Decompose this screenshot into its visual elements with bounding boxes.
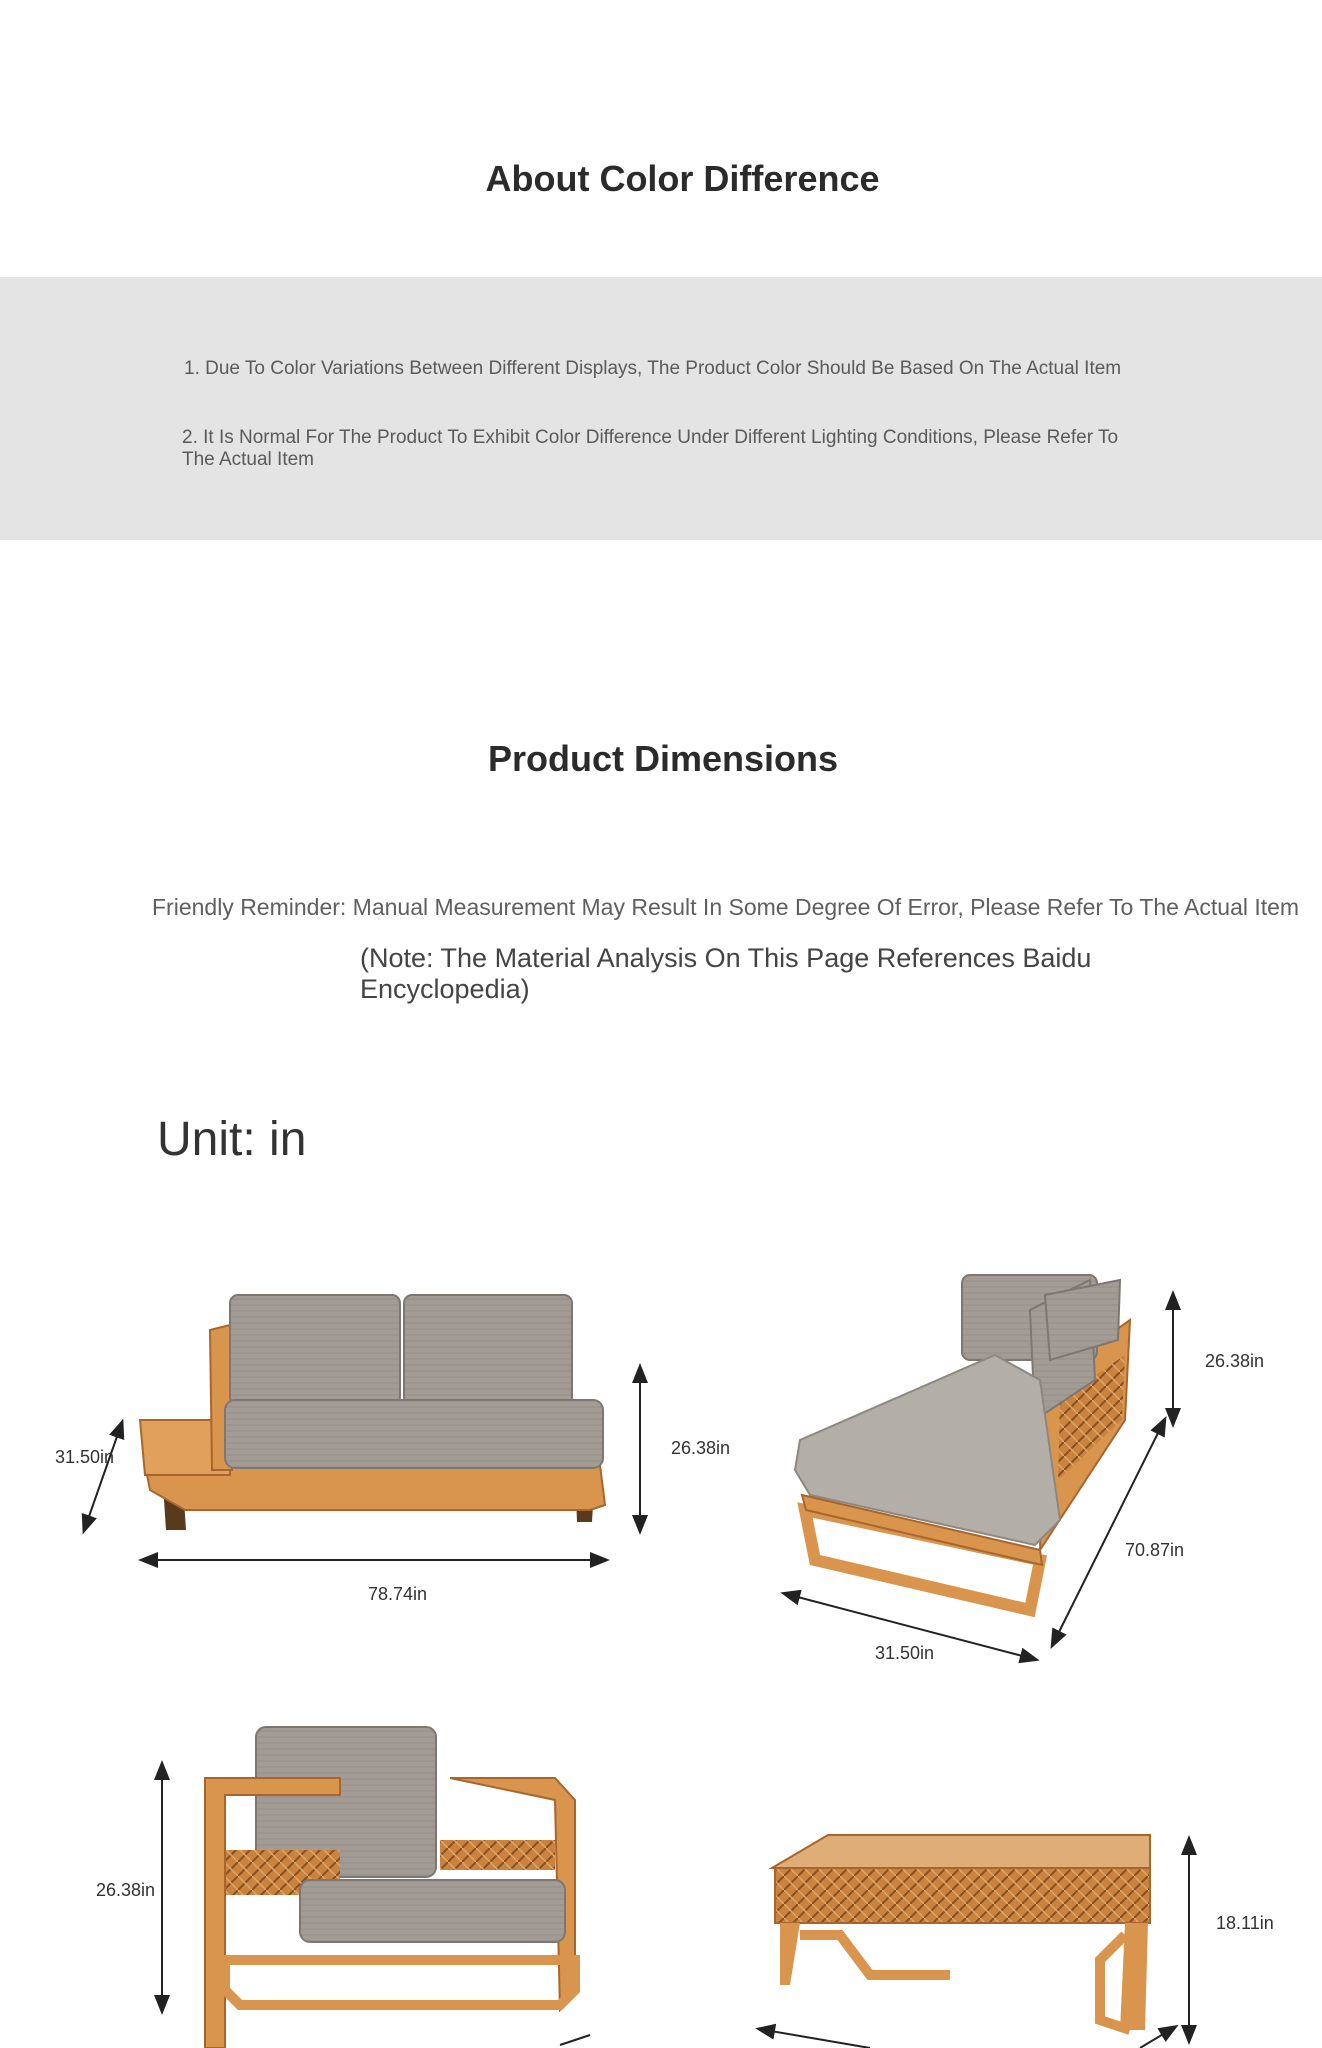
loveseat-depth-label: 31.50in: [55, 1447, 115, 1467]
armchair-height-label: 26.38in: [96, 1880, 156, 1900]
chaise-height-label: 26.38in: [1205, 1351, 1265, 1371]
color-note-2: 2. It Is Normal For The Product To Exhibit Color Difference Under Different Lighting Conditions, Please Refer To The Actual Item: [182, 427, 1119, 470]
chaise-length-label: 70.87in: [1125, 1540, 1185, 1560]
color-note-1: 1. Due To Color Variations Between Different Displays, The Product Color Should Be Based On The Actual Item: [184, 358, 1122, 379]
material-note: (Note: The Material Analysis On This Page References Baidu Encyclopedia): [360, 943, 1092, 1004]
coffee-table-illustration: [765, 1835, 1189, 2048]
loveseat-illustration: [86, 1295, 640, 1560]
unit-label: Unit: in: [157, 1113, 307, 1166]
color-difference-title: About Color Difference: [485, 158, 880, 199]
loveseat-width-label: 78.74in: [368, 1584, 428, 1604]
chaise-illustration: [790, 1275, 1173, 1658]
product-dimensions-title: Product Dimensions: [487, 738, 839, 779]
coffee-table-height-label: 18.11in: [1216, 1913, 1274, 1933]
loveseat-height-label: 26.38in: [671, 1438, 731, 1458]
armchair-illustration: [162, 1727, 590, 2048]
measurement-reminder: Friendly Reminder: Manual Measurement May Result In Some Degree Of Error, Please Refer To The Actual Item: [152, 894, 1300, 920]
chaise-width-label: 31.50in: [875, 1643, 935, 1663]
